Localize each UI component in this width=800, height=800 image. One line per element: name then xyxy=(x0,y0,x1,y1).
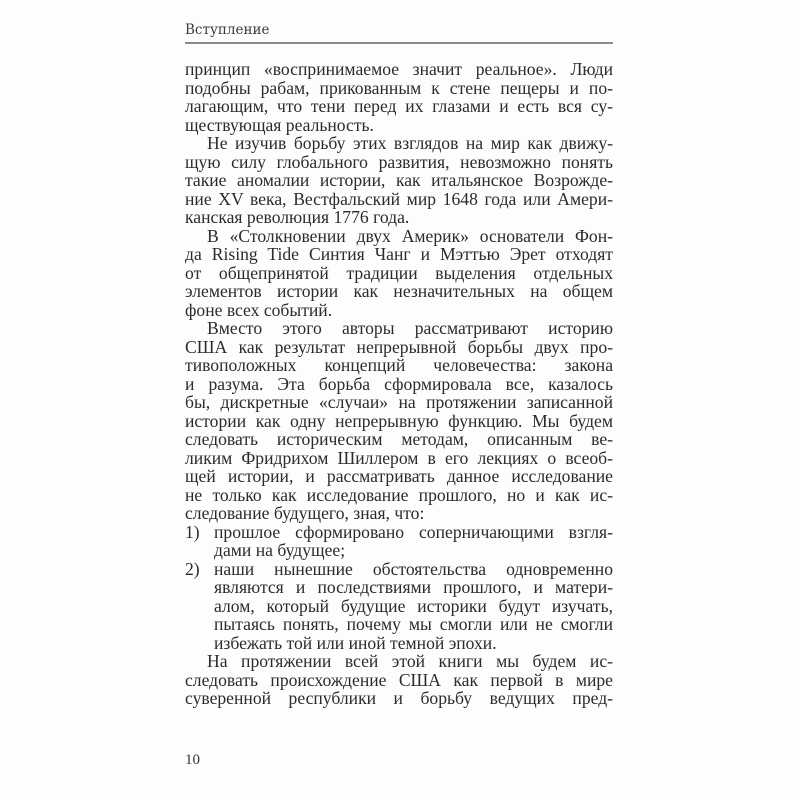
text-line: щую силу глобального развития, невозможно понять xyxy=(185,151,613,172)
text-line: ние XV века, Вестфальский мир 1648 года или Амери- xyxy=(185,188,613,209)
text-line: избежать той или иной темной эпохи. xyxy=(214,632,497,653)
list-item-number: 2) xyxy=(185,558,200,579)
text-line: и разума. Эта борьба сформировала все, казалось xyxy=(185,373,613,394)
list-item-line xyxy=(185,560,613,579)
running-head: Вступление xyxy=(185,22,270,38)
text-line: истории как одну непрерывную функцию. Мы будем xyxy=(185,410,613,431)
list-item-number: 1) xyxy=(185,521,200,542)
text-line: На протяжении всей этой книги мы будем ис- xyxy=(207,651,613,671)
text-line: от общепринятой традиции выделения отдельных xyxy=(185,262,613,283)
text-line: дами на будущее; xyxy=(214,540,346,560)
text-line: тивоположных концепций человечества: закона xyxy=(185,355,613,375)
text-line: алом, который будущие историки будут изучать, xyxy=(214,595,613,616)
text-line: лагающим, что тени перед их глазами и есть вся су- xyxy=(185,96,613,116)
text-line: следование будущего, зная, что: xyxy=(185,503,425,523)
text-line: элементов истории как незначительных на общем xyxy=(185,281,613,301)
page-number: 10 xyxy=(185,752,200,768)
text-line: ществующая реальность. xyxy=(185,114,374,135)
text-line: пытаясь понять, почему мы смогли или не смогли xyxy=(214,614,613,634)
text-line: принцип «воспринимаемое значит реальное». Люди xyxy=(185,59,613,79)
text-line: Вместо этого авторы рассматривают историю xyxy=(207,318,613,338)
text-line: канская революция 1776 года. xyxy=(185,207,410,227)
text-line: ликим Фридрихом Шиллером в его лекциях о всеоб- xyxy=(185,447,613,468)
text-line: суверенной республики и борьбу ведущих пред- xyxy=(185,688,613,708)
header-rule xyxy=(185,42,613,44)
text-line: подобны рабам, прикованным к стене пещеры и по- xyxy=(185,77,613,98)
text-line: фоне всех событий. xyxy=(185,299,333,320)
body-text xyxy=(185,60,613,708)
text-line: США как результат непрерывной борьбы двух про- xyxy=(185,336,613,357)
list-item-line xyxy=(185,523,613,542)
text-line: В «Столкновении двух Америк» основатели Фон- xyxy=(207,225,613,246)
text-line: такие аномалии истории, как итальянское Возрожде- xyxy=(185,170,613,190)
text-line: являются и последствиями прошлого, и матери- xyxy=(214,577,613,597)
text-line: щей истории, и рассматривать данное исследование xyxy=(185,466,613,486)
text-line: следовать происхождение США как первой в мире xyxy=(185,669,613,690)
text-line: следовать историческим методам, описанным ве- xyxy=(185,429,613,449)
list-item-text: наши нынешние обстоятельства одновременно xyxy=(214,558,613,579)
text-line: не только как исследование прошлого, но и как ис- xyxy=(185,484,613,505)
text-line: бы, дискретные «случаи» на протяжении записанной xyxy=(185,392,613,412)
list-item-text: прошлое сформировано соперничающими взгля- xyxy=(214,521,613,542)
text-line: да Rising Tide Синтия Чанг и Мэттью Эрет отходят xyxy=(185,244,613,264)
text-line: Не изучив борьбу этих взглядов на мир как движу- xyxy=(207,133,613,153)
